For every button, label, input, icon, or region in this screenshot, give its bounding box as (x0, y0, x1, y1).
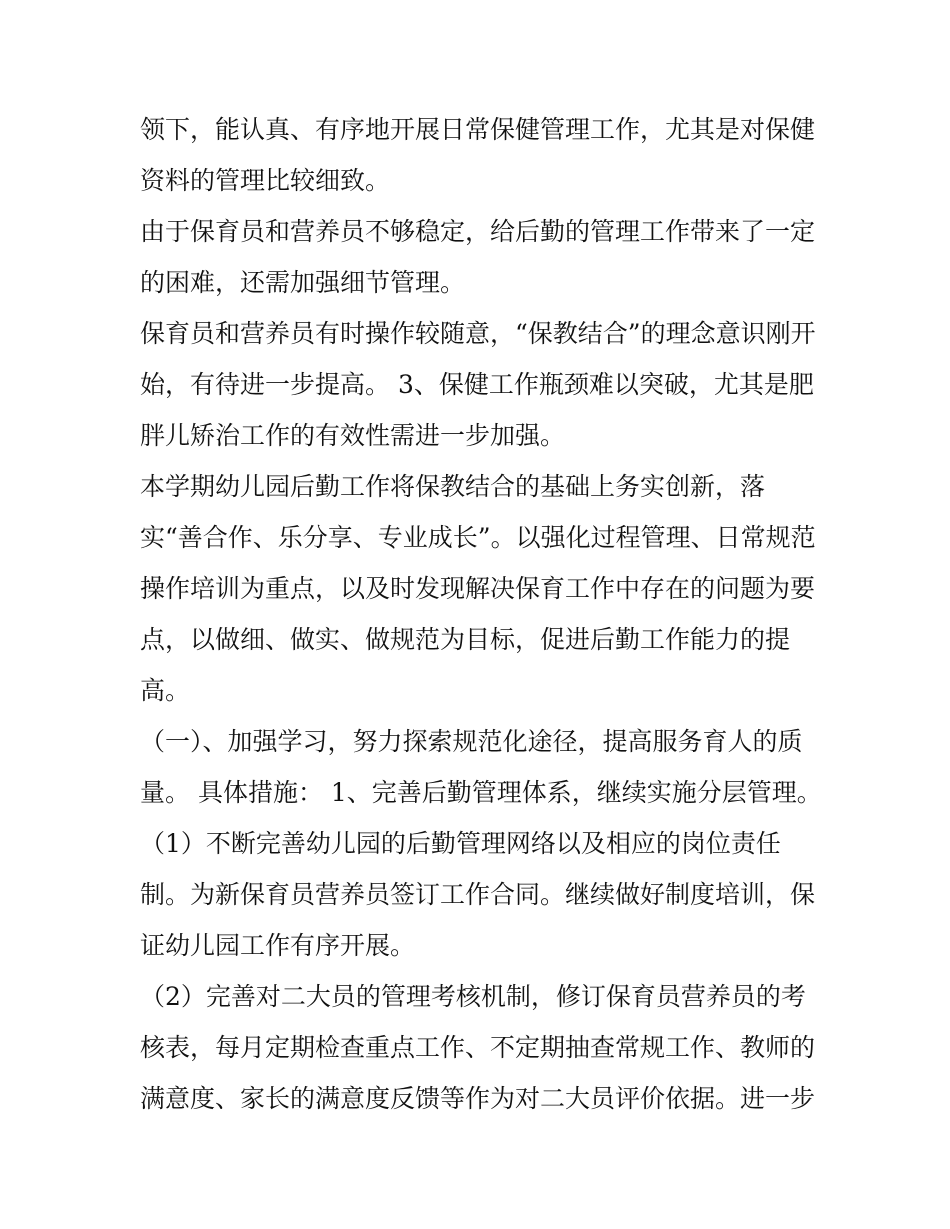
text-line: 保育员和营养员有时操作较随意，“保教结合”的理念意识刚开 (140, 319, 816, 348)
text-line: 胖儿矫治工作的有效性需进一步加强。 (140, 421, 566, 450)
document-body (140, 104, 820, 1124)
text-line: 点，以做细、做实、做规范为目标，促进后勤工作能力的提 (140, 625, 791, 654)
text-line: 核表，每月定期检查重点工作、不定期抽查常规工作、教师的 (140, 1033, 816, 1062)
text-line: 证幼儿园工作有序开展。 (140, 931, 416, 960)
text-line: 领下，能认真、有序地开展日常保健管理工作，尤其是对保健 (140, 115, 816, 144)
text-line: 高。 (140, 676, 191, 705)
text-line: 制。为新保育员营养员签订工作合同。继续做好制度培训，保 (140, 880, 816, 909)
text-line: 始，有待进一步提高。 3、保健工作瓶颈难以突破，尤其是肥 (140, 370, 814, 399)
text-line: 实“善合作、乐分享、专业成长”。以强化过程管理、日常规范 (140, 523, 816, 552)
text-line: 由于保育员和营养员不够稳定，给后勤的管理工作带来了一定 (140, 217, 816, 246)
text-line: （2）完善对二大员的管理考核机制，修订保育员营养员的考 (140, 982, 806, 1011)
text-line: 的困难，还需加强细节管理。 (140, 268, 466, 297)
text-line: （一）、加强学习，努力探索规范化途径，提高服务育人的质 (140, 727, 803, 756)
text-line: 本学期幼儿园后勤工作将保教结合的基础上务实创新，落 (140, 472, 766, 501)
text-line: 满意度、家长的满意度反馈等作为对二大员评价依据。进一步 (140, 1084, 816, 1113)
text-line: 资料的管理比较细致。 (140, 166, 391, 195)
text-line: 操作培训为重点，以及时发现解决保育工作中存在的问题为要 (140, 574, 816, 603)
text-line: （1）不断完善幼儿园的后勤管理网络以及相应的岗位责任 (140, 829, 781, 858)
text-line: 量。 具体措施： 1、完善后勤管理体系，继续实施分层管理。 (140, 778, 822, 807)
